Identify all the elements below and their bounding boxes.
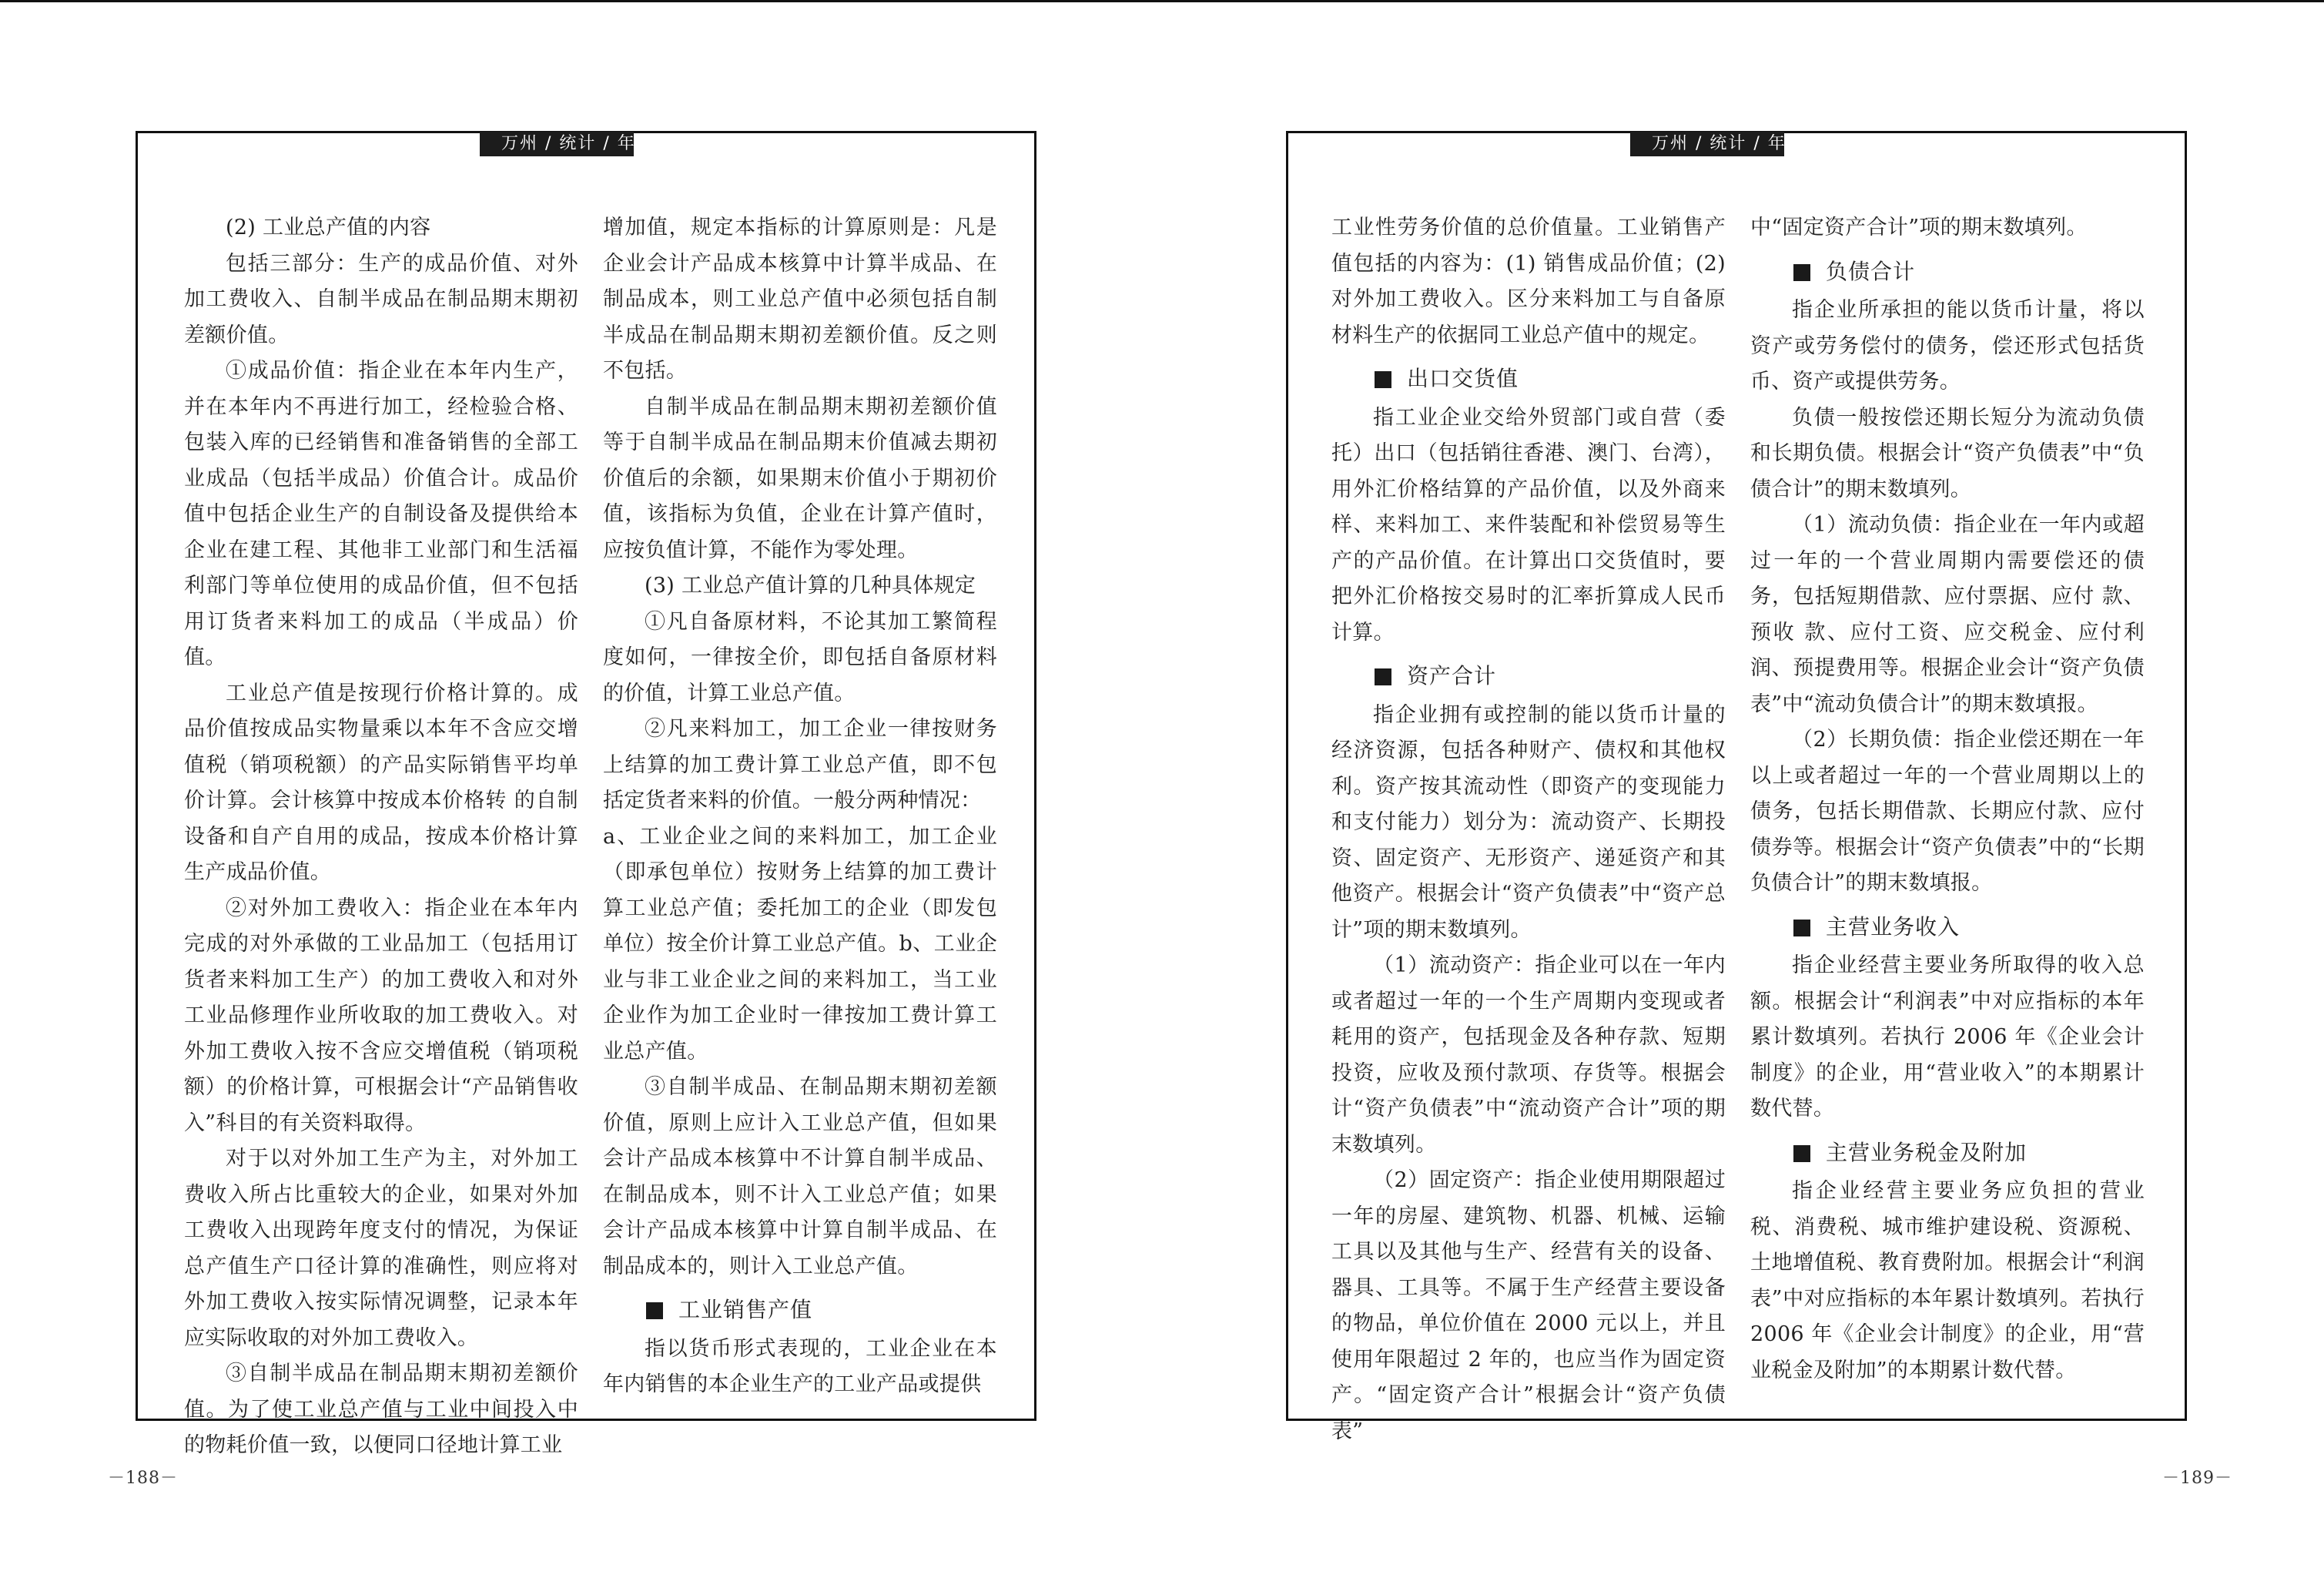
paragraph: ②凡来料加工，加工企业一律按财务上结算的加工费计算工业总产值，即不包括定货者来料的价值。一般分两种情况： <box>603 717 997 812</box>
paragraph: （1）流动资产：指企业可以在一年内或者超过一年的一个生产周期内变现或者耗用的资产，包括现金及各种存款、短期投资，应收及预付款项、存货等。根据会计“资产负债表”中“流动资产合计”项的期末数填列。 <box>1331 953 1726 1157</box>
paragraph: 自制半成品在制品期末期初差额价值等于自制半成品在制品期末价值减去期初价值后的余额，如果期末价值小于期初价值，该指标为负值，企业在计算产值时，应按负值计算，不能作为零处理。 <box>603 394 997 562</box>
paragraph: ③自制半成品在制品期末期初差额价值。为了使工业总产值与工业中间投入中的物耗价值一致，以便同口径地计算工业 <box>184 1362 578 1457</box>
paragraph: a、工业企业之间的来料加工，加工企业（即承包单位）按财务上结算的加工费计算工业总产值；委托加工的企业（即发包单位）按全价计算工业总产值。b、工业企业与非工业企业之间的来料加工，当工业企业作为加工企业时一律按加工费计算工业总产值。 <box>603 824 997 1064</box>
page-number-left: －188－ <box>108 1469 178 1488</box>
right-page-column-1 <box>1331 210 1726 1449</box>
paragraph: 对于以对外加工生产为主，对外加工费收入所占比重较大的企业，如果对外加工费收入出现跨年度支付的情况，为保证总产值生产口径计算的准确性，则应将对外加工费收入按实际情况调整，记录本年应实际收取的对外加工费收入。 <box>184 1147 578 1350</box>
section-heading-text: 主营业务收入 <box>1826 913 1961 940</box>
paragraph: 工业总产值是按现行价格计算的。成品价值按成品实物量乘以本年不含应交增值税（销项税额）的产品实际销售平均单价计算。会计核算中按成本价格转 的自制设备和自产自用的成品，按成本价格计算生产成品价值。 <box>184 681 578 884</box>
paragraph: 增加值，规定本指标的计算原则是：凡是企业会计产品成本核算中计算半成品、在制品成本，则工业总产值中必须包括自制半成品在制品期末期初差额价值。反之则不包括。 <box>603 216 997 383</box>
running-header-right: 万州 / 统计 / 年鉴 <box>1630 132 1784 156</box>
section-heading-text: 主营业务税金及附加 <box>1826 1139 2028 1165</box>
black-square-icon <box>1793 920 1810 936</box>
paragraph: ③自制半成品、在制品期末期初差额价值，原则上应计入工业总产值，但如果会计产品成本核算中不计算自制半成品、在制品成本，则不计入工业总产值；如果会计产品成本核算中计算自制半成品、在制品成本的，则计入工业总产值。 <box>603 1075 997 1278</box>
paragraph: (2) 工业总产值的内容 <box>226 216 431 240</box>
paragraph: 指以货币形式表现的，工业企业在本年内销售的本企业生产的工业产品或提供 <box>603 1336 997 1396</box>
section-heading-text: 出口交货值 <box>1407 366 1519 391</box>
left-page-column-2 <box>603 210 997 1403</box>
paragraph: 指企业所承担的能以货币计量，将以资产或劳务偿付的债务，偿还形式包括货币、资产或提供劳务。 <box>1750 298 2145 394</box>
black-square-icon <box>1375 371 1391 388</box>
paragraph: （2）固定资产：指企业使用期限超过一年的房屋、建筑物、机器、机械、运输工具以及其他与生产、经营有关的设备、器具、工具等。不属于生产经营主要设备的物品，单位价值在 2000 元以上，并且使用年限超过 2 年的，也应当作为固定资产。“固定资产合计”根据会计“资产负债表” <box>1331 1168 1726 1443</box>
top-rule <box>0 0 2324 2</box>
paragraph: 工业性劳务价值的总价值量。工业销售产值包括的内容为：(1) 销售成品价值；(2) 对外加工费收入。区分来料加工与自备原材料生产的依据同工业总产值中的规定。 <box>1331 216 1726 347</box>
paragraph: 指企业经营主要业务应负担的营业税、消费税、城市维护建设税、资源税、土地增值税、教育费附加。根据会计“利润表”中对应指标的本年累计数填列。若执行 2006 年《企业会计制度》的企业，用“营业税金及附加”的本期累计数代替。 <box>1750 1179 2145 1382</box>
paragraph: 负债一般按偿还期长短分为流动负债和长期负债。根据会计“资产负债表”中“负债合计”的期末数填列。 <box>1750 405 2145 501</box>
paragraph: (3) 工业总产值计算的几种具体规定 <box>645 574 976 598</box>
black-square-icon <box>646 1302 663 1319</box>
section-heading-text: 资产合计 <box>1407 663 1497 688</box>
section-heading-text: 负债合计 <box>1826 258 1916 284</box>
paragraph: （2）长期负债：指企业偿还期在一年以上或者超过一年的一个营业周期以上的债务，包括长期借款、长期应付款、应付债券等。根据会计“资产负债表”中的“长期负债合计”的期末数填报。 <box>1750 728 2145 895</box>
right-page-frame <box>1286 131 2187 1443</box>
section-heading <box>1750 254 2145 290</box>
paragraph: 中“固定资产合计”项的期末数填列。 <box>1750 216 2088 240</box>
black-square-icon <box>1375 668 1391 685</box>
section-heading <box>1750 910 2145 946</box>
paragraph: 指企业经营主要业务所取得的收入总额。根据会计“利润表”中对应指标的本年累计数填列。若执行 2006 年《企业会计制度》的企业，用“营业收入”的本期累计数代替。 <box>1750 953 2145 1121</box>
left-page-column-1 <box>184 210 578 1464</box>
section-heading <box>1750 1135 2145 1171</box>
section-heading <box>1331 658 1726 695</box>
section-heading-text: 工业销售产值 <box>678 1297 813 1322</box>
section-heading <box>603 1292 997 1328</box>
paragraph: ②对外加工费收入：指企业在本年内完成的对外承做的工业品加工（包括用订货者来料加工生产）的加工费收入和对外工业品修理作业所收取的加工费收入。对外加工费收入按不含应交增值税（销项税额）的价格计算，可根据会计“产品销售收入”科目的有关资料取得。 <box>184 896 578 1135</box>
paragraph: 包括三部分：生产的成品价值、对外加工费收入、自制半成品在制品期末期初差额价值。 <box>184 251 578 347</box>
running-header-left: 万州 / 统计 / 年鉴 <box>480 132 634 156</box>
black-square-icon <box>1793 264 1810 281</box>
paragraph: 指企业拥有或控制的能以货币计量的经济资源，包括各种财产、债权和其他权利。资产按其流动性（即资产的变现能力和支付能力）划分为：流动资产、长期投资、固定资产、无形资产、递延资产和其他资产。根据会计“资产负债表”中“资产总计”项的期末数填列。 <box>1331 702 1726 942</box>
paragraph: ①凡自备原材料，不论其加工繁简程度如何，一律按全价，即包括自备原材料的价值，计算工业总产值。 <box>603 609 997 705</box>
section-heading <box>1331 361 1726 397</box>
left-page-frame <box>136 131 1036 1457</box>
paragraph: 指工业企业交给外贸部门或自营（委托）出口（包括销往香港、澳门、台湾），用外汇价格结算的产品价值，以及外商来样、来料加工、来件装配和补偿贸易等生产的产品价值。在计算出口交货值时，要把外汇价格按交易时的汇率折算成人民币计算。 <box>1331 405 1726 645</box>
paragraph: （1）流动负债：指企业在一年内或超过一年的一个营业周期内需要偿还的债务，包括短期借款、应付票据、应付 款、预收 款、应付工资、应交税金、应付利润、预提费用等。根据企业会计“资产负债表”中“流动负债合计”的期末数填报。 <box>1750 513 2145 716</box>
page-number-right: －189－ <box>2162 1469 2232 1488</box>
right-page-column-2 <box>1750 210 2145 1389</box>
black-square-icon <box>1793 1145 1810 1162</box>
paragraph: ①成品价值：指企业在本年内生产，并在本年内不再进行加工，经检验合格、包装入库的已经销售和准备销售的全部工业成品（包括半成品）价值合计。成品价值中包括企业生产的自制设备及提供给本企业在建工程、其他非工业部门和生活福利部门等单位使用的成品价值，但不包括用订货者来料加工的成品（半成品）价值。 <box>184 359 578 669</box>
